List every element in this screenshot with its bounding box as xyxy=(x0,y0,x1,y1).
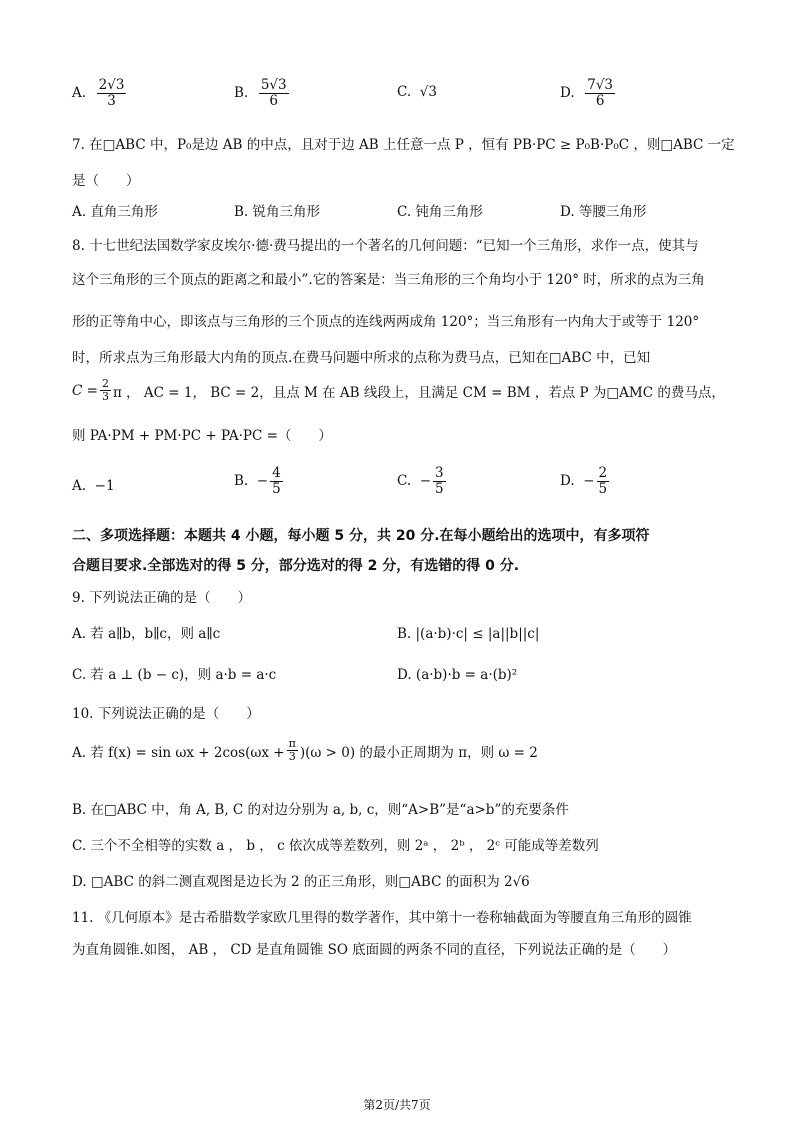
q8-option-d: D. − $\frac{2}{5}$ xyxy=(560,465,608,497)
page-footer: 第2页/共7页 xyxy=(363,1098,431,1112)
q10-option-a: A. 若 f(x) = sin ωx + 2cos(ωx + $\frac{\pi}{3}$ )(ω > 0) 的最小正周期为 π，则 ω = 2 xyxy=(72,737,538,764)
q10-option-b: B. 在□ABC 中，角 A, B, C 的对边分别为 a, b, c，则“A>B”是“a>b”的充要条件 xyxy=(72,802,569,818)
q11-stem-line1: 11. 《几何原本》是古希腊数学家欧几里得的数学著作，其中第十一卷称轴截面为等腰直角三角形的圆锥 xyxy=(72,910,692,926)
q6-option-c: C. √3 xyxy=(397,84,437,100)
q9-option-d: D. (a·b)·b = a·(b)² xyxy=(397,667,518,683)
section2-heading-line1: 二、多项选择题：本题共 4 小题，每小题 5 分，共 20 分.在每小题给出的选项中，有多项符 xyxy=(72,528,650,544)
q6-option-a: A. $\frac{2√3}{3}$ xyxy=(72,77,125,109)
q7-stem-line2: 是（ ） xyxy=(72,173,140,189)
q6-option-d: D. $\frac{7√3}{6}$ xyxy=(560,77,614,109)
q8-option-a: A. −1 xyxy=(72,478,115,494)
q9-option-c: C. 若 a ⊥ (b − c)，则 a·b = a·c xyxy=(72,667,277,683)
q11-stem-line2: 为直角圆锥.如图， AB ， CD 是直角圆锥 SO 底面圆的两条不同的直径，下列说法正确的是（ ） xyxy=(72,942,677,958)
q9-option-b: B. |(a·b)·c| ≤ |a||b||c| xyxy=(397,626,540,642)
q7-stem-line1: 7. 在□ABC 中，P₀是边 AB 的中点，且对于边 AB 上任意一点 P ，恒有 PB·PC ≥ P₀B·P₀C ，则□ABC 一定 xyxy=(72,137,735,153)
q7-option-a: A. 直角三角形 xyxy=(72,204,158,220)
q8-stem-line2: 这个三角形的三个顶点的距离之和最小”.它的答案是：当三角形的三个角均小于 120° 时，所求的点为三角 xyxy=(72,272,705,288)
q7-option-c: C. 钝角三角形 xyxy=(397,204,483,220)
q10-stem: 10. 下列说法正确的是（ ） xyxy=(72,706,260,722)
q8-stem-line1: 8. 十七世纪法国数学家皮埃尔·德·费马提出的一个著名的几何问题：“已知一个三角形，求作一点，使其与 xyxy=(72,238,699,254)
q7-option-b: B. 锐角三角形 xyxy=(234,204,321,220)
q6-option-b: B. $\frac{5√3}{6}$ xyxy=(234,77,287,109)
q8-stem-line5: C = $\frac{2}{3}$ π ， AC = 1， BC = 2，且点 M 在 AB 线段上，且满足 CM = BM ，若点 P 为□AMC 的费马点， xyxy=(72,377,725,404)
section2-heading-line2: 合题目要求.全部选对的得 5 分，部分选对的得 2 分，有选错的得 0 分. xyxy=(72,558,520,574)
q8-option-b: B. − $\frac{4}{5}$ xyxy=(234,465,281,497)
q8-stem-line3: 形的正等角中心，即该点与三角形的三个顶点的连线两两成角 120°；当三角形有一内角大于或等于 120° xyxy=(72,314,700,330)
q9-stem: 9. 下列说法正确的是（ ） xyxy=(72,590,252,606)
q10-option-d: D. □ABC 的斜二测直观图是边长为 2 的正三角形，则□ABC 的面积为 2√6 xyxy=(72,874,530,890)
q10-option-c: C. 三个不全相等的实数 a ， b ， c 依次成等差数列，则 2ᵃ ， 2ᵇ ， 2ᶜ 可能成等差数列 xyxy=(72,838,599,854)
q8-stem-line4: 时，所求点为三角形最大内角的顶点.在费马问题中所求的点称为费马点，已知在□ABC 中，已知 xyxy=(72,350,651,366)
q8-option-c: C. − $\frac{3}{5}$ xyxy=(397,465,444,497)
q8-stem-line6: 则 PA·PM + PM·PC + PA·PC =（ ） xyxy=(72,428,332,444)
q9-option-a: A. 若 a∥b，b∥c，则 a∥c xyxy=(72,626,221,642)
q7-option-d: D. 等腰三角形 xyxy=(560,204,647,220)
